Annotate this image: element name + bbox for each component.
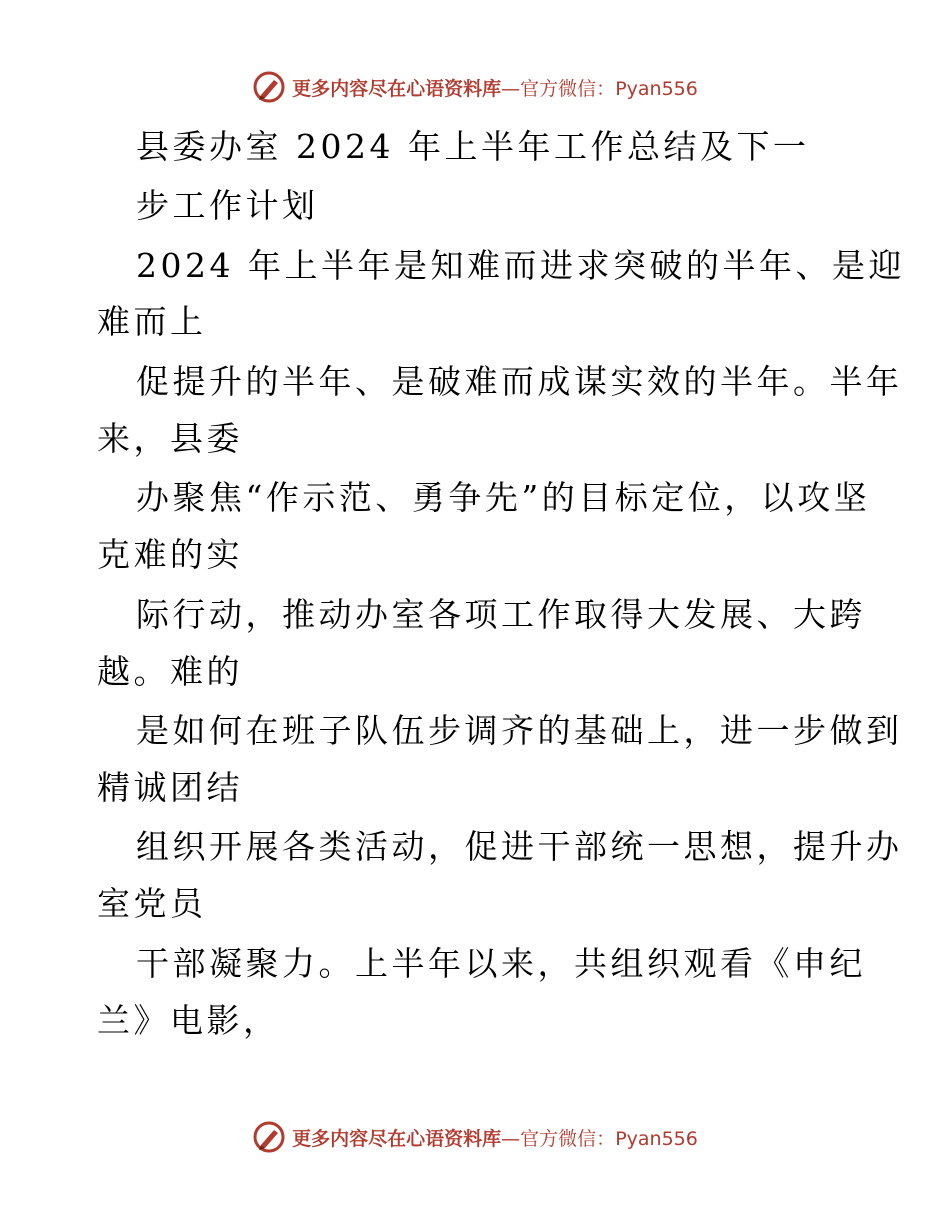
watermark-account-label: 官方微信： bbox=[520, 1127, 616, 1150]
paragraph-line: 难而上 bbox=[97, 302, 207, 341]
watermark-text bbox=[292, 1124, 698, 1151]
pen-logo-icon bbox=[252, 70, 286, 104]
watermark-account-id: Pyan556 bbox=[615, 77, 698, 100]
footer-watermark bbox=[0, 1120, 950, 1154]
watermark-sep: — bbox=[501, 1127, 521, 1150]
paragraph-line: 际行动，推动办室各项工作取得大发展、大跨 bbox=[136, 595, 866, 634]
paragraph-line: 是如何在班子队伍步调齐的基础上，进一步做到 bbox=[136, 711, 903, 750]
watermark-main: 更多内容尽在心语资料库 bbox=[292, 1127, 502, 1150]
watermark-sep: — bbox=[501, 77, 521, 100]
paragraph-line: 办聚焦“作示范、勇争先”的目标定位，以攻坚 bbox=[136, 478, 871, 517]
title-line-1: 县委办室 2024 年上半年工作总结及下一 bbox=[136, 127, 810, 166]
paragraph-line: 室党员 bbox=[97, 884, 207, 923]
paragraph-line: 2024 年上半年是知难而进求突破的半年、是迎 bbox=[136, 246, 905, 285]
title-line-2: 步工作计划 bbox=[136, 186, 319, 225]
paragraph-line: 促提升的半年、是破难而成谋实效的半年。半年 bbox=[136, 362, 903, 401]
paragraph-line: 精诚团结 bbox=[97, 768, 243, 807]
paragraph-line: 兰》电影， bbox=[97, 1001, 280, 1040]
paragraph-line: 干部凝聚力。上半年以来，共组织观看《申纪 bbox=[136, 944, 866, 983]
watermark-account-label: 官方微信： bbox=[520, 77, 616, 100]
watermark-account-id: Pyan556 bbox=[615, 1127, 698, 1150]
watermark-text bbox=[292, 74, 698, 101]
paragraph-line: 越。难的 bbox=[97, 652, 243, 691]
paragraph-line: 克难的实 bbox=[97, 535, 243, 574]
paragraph-line: 来，县委 bbox=[97, 419, 243, 458]
header-watermark bbox=[0, 70, 950, 104]
pen-logo-icon bbox=[252, 1120, 286, 1154]
paragraph-line: 组织开展各类活动，促进干部统一思想，提升办 bbox=[136, 827, 903, 866]
watermark-main: 更多内容尽在心语资料库 bbox=[292, 77, 502, 100]
